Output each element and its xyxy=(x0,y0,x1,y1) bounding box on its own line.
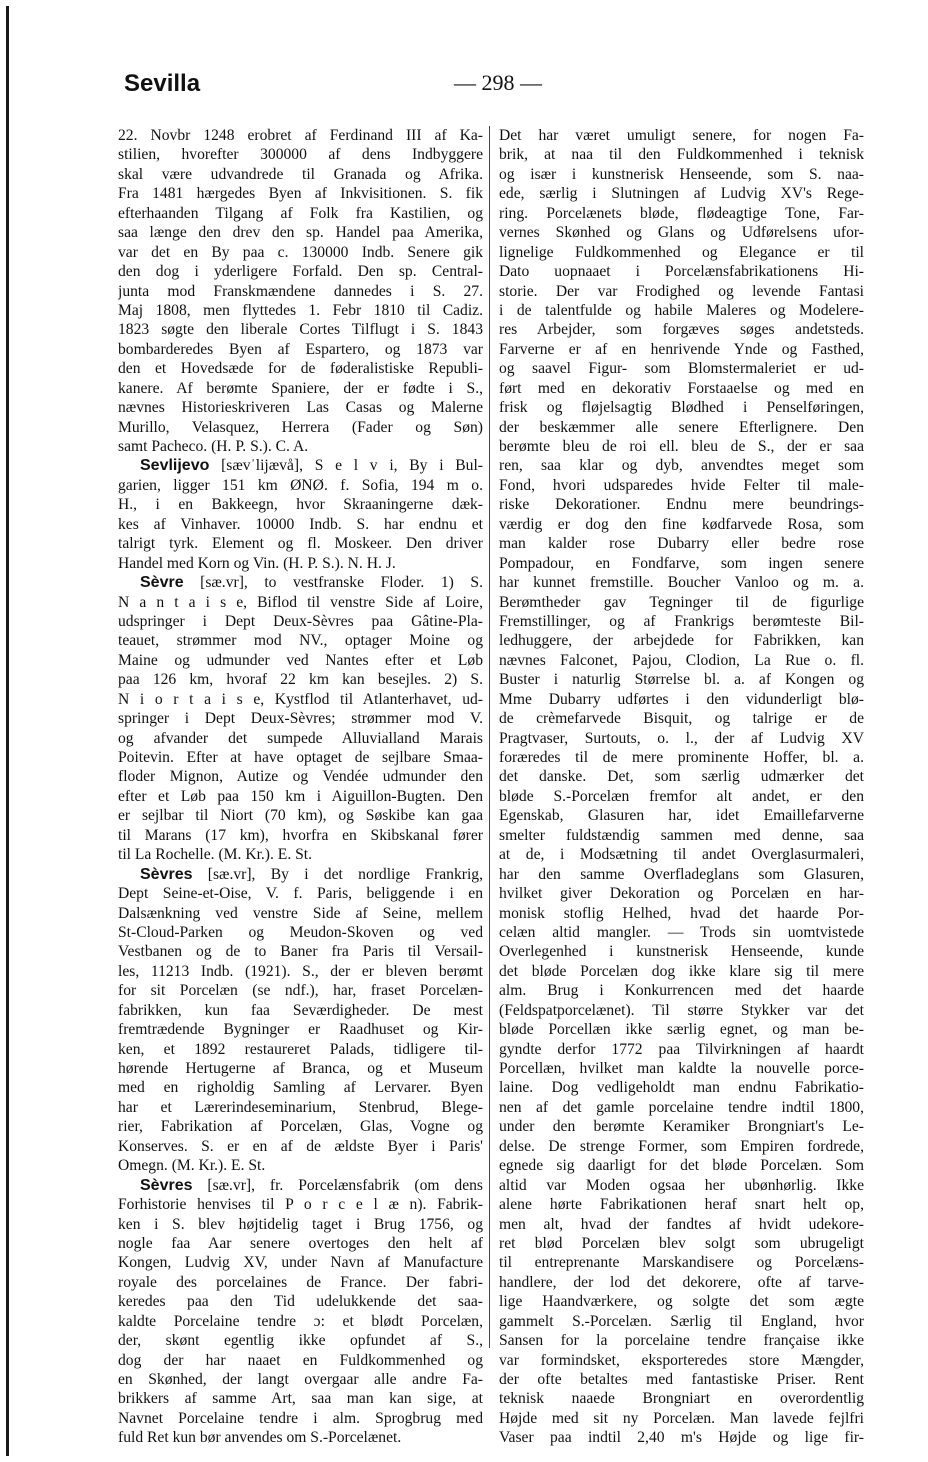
text-line: Pragtvaser, Surtouts, o. l., der af Ludvig XV xyxy=(499,729,864,747)
column-divider xyxy=(489,126,490,1348)
text-line: res Arbejder, som forgæves søges andetsteds. xyxy=(499,321,864,339)
running-title: Sevilla xyxy=(124,70,201,97)
text-line: efterhaanden Tilgang af Folk fra Kastilien, og xyxy=(118,204,483,222)
text-line: i de talentfulde og habile Maleres og Modelere- xyxy=(499,301,864,319)
text-line: Murillo, Velasquez, Herrera (Fader og Søn) xyxy=(118,418,483,436)
text-line: brikkers af samme Art, saa man kan sige, at xyxy=(118,1390,483,1408)
text-line: N a n t a i s e, Biflod til venstre Side af Loire, xyxy=(118,593,483,611)
text-line: Maj 1808, men flyttedes 1. Febr 1810 til Cadiz. xyxy=(118,301,483,319)
text-line: H., i en Bakkeegn, hvor Skraaningerne dæk- xyxy=(118,496,483,514)
text-line: hvilket giver Dekoration og Porcelæn en har- xyxy=(499,885,864,903)
text-line: til entreprenante Marskandisere og Porcelæns- xyxy=(499,1254,864,1272)
text-line: lige Haandværkere, og solgte det som ægte xyxy=(499,1293,864,1311)
text-line: delse. De strenge Former, som Empiren fordrede, xyxy=(499,1137,864,1155)
text-line: ken i S. blev højtidelig taget i Brug 1756, og xyxy=(118,1215,483,1233)
text-line: er sejlbar til Niort (70 km), og Søskibe kan gaa xyxy=(118,807,483,825)
entry-headword: Sèvres xyxy=(140,1176,193,1194)
scan-edge xyxy=(6,6,9,1456)
text-line: handlere, der lod det dekorere, ofte af tarve- xyxy=(499,1273,864,1291)
text-line: ret blød Porcelæn blev solgt som ubrugeligt xyxy=(499,1234,864,1252)
text-line: Fremstillinger, og af Frankrigs berømteste Bil- xyxy=(499,612,864,630)
text-line: floder Mignon, Autize og Vendée udmunder den xyxy=(118,768,483,786)
entry-headword: Sèvre xyxy=(140,574,184,592)
text-line: Navnet Porcelaine tendre i alm. Sprogbrug med xyxy=(118,1409,483,1427)
text-line: samt Pacheco. (H. P. S.). C. A. xyxy=(118,438,309,455)
text-line: paa 126 km, hvoraf 22 km kan besejles. 2) S. xyxy=(118,671,483,689)
text-line: storie. Der var Frodighed og levende Fantasi xyxy=(499,282,864,300)
text-line: Maine og udmunder ved Nantes efter et Løb xyxy=(118,651,483,669)
text-line: var det en By paa c. 130000 Indb. Senere gik xyxy=(118,243,483,261)
text-line: hørende Hertugerne af Branca, og et Museum xyxy=(118,1060,483,1077)
text-line: (Feldspatporcelænet). Til større Stykker var det xyxy=(499,1001,864,1019)
text-line: dog der har naaet en Fuldkommenhed og xyxy=(118,1351,483,1369)
text-line: 22. Novbr 1248 erobret af Ferdinand III af Ka- xyxy=(118,127,483,144)
text-line: kes af Vinhaver. 10000 Indb. S. har endnu et xyxy=(118,515,483,533)
text-line: man kalder rose Dubarry eller bedre rose xyxy=(499,535,864,553)
text-line: springer i Dept Deux-Sèvres; strømmer mod V. xyxy=(118,710,483,728)
text-line: værdig er dog den fine kødfarvede Rosa, som xyxy=(499,515,864,533)
text-line: Sèvre [sæ.vr], to vestfranske Floder. 1) S. xyxy=(140,574,483,592)
text-line: Forhistorie henvises til P o r c e l æ n). Fabrik- xyxy=(118,1196,483,1214)
text-line: ring. Porcelænets bløde, flødeagtige Tone, Far- xyxy=(499,204,864,222)
text-line: junta mod Franskmændene dannedes i S. 27. xyxy=(118,282,483,300)
text-line: at de, i Modsætning til andet Overglasurmaleri, xyxy=(499,846,864,864)
text-line: riske Dekorationer. Endnu mere beundrings- xyxy=(499,496,864,514)
text-line: frisk og fløjelsagtig Blødhed i Penselføringen, xyxy=(499,399,864,417)
text-line: Det har været umuligt senere, for nogen Fa- xyxy=(499,127,864,144)
text-line: har et Lærerindeseminarium, Stenbrud, Blege- xyxy=(118,1098,483,1116)
text-line: fremtrædende Bygninger er Raadhuset og Kir- xyxy=(118,1021,483,1039)
text-line: les, 11213 Indb. (1921). S., der er bleven berømt xyxy=(118,962,483,980)
entry-headword: Sevlijevo xyxy=(140,457,210,475)
text-line: ført med en dekorativ Forstaaelse og med en xyxy=(499,379,864,397)
text-line: har den samme Overfladeglans som Glasuren, xyxy=(499,865,864,883)
text-line: og især i kunstnerisk Henseende, som S. naa- xyxy=(499,165,864,183)
text-line: ede, særlig i Slutningen af Ludvig XV's Rege- xyxy=(499,185,864,203)
text-line: og afvander det sumpede Alluvialland Marais xyxy=(118,729,483,747)
text-line: efter et Løb paa 150 km i Aiguillon-Bugten. Den xyxy=(118,787,483,805)
text-line: men alt, hvad der fandtes af hvidt udekore- xyxy=(499,1215,864,1233)
text-line: bombarderedes Byen af Espartero, og 1873 var xyxy=(118,340,483,358)
text-line: fuld Ret kun bør anvendes om S.-Porcelænet. xyxy=(118,1429,402,1447)
text-line: Dato uopnaaet i Porcelænsfabrikationens Hi- xyxy=(499,263,864,281)
text-line: den et Hovedsæde for de føderalistiske Republi- xyxy=(118,360,483,378)
text-line: der ofte betaltes med fantastiske Priser. Rent xyxy=(499,1371,864,1388)
text-line: laine. Dog vedligeholdt man endnu Fabrikatio- xyxy=(499,1079,864,1097)
text-line: Dalsænkning ved venstre Side af Seine, mellem xyxy=(118,904,483,922)
text-line: under den berømte Keramiker Brongniart's Le- xyxy=(499,1118,864,1136)
text-line: talrigt tyrk. Element og fl. Moskeer. Den driver xyxy=(118,535,483,553)
text-line: fabrikken, kun faa Seværdigheder. De mest xyxy=(118,1001,483,1019)
text-line: en Skønhed, der langt overgaar alle andre Fa- xyxy=(118,1371,483,1388)
text-line: udspringer i Dept Deux-Sèvres paa Gâtine-Pla- xyxy=(118,612,483,630)
text-line: Dept Seine-et-Oise, V. f. Paris, beliggende i en xyxy=(118,885,483,903)
text-line: ren, saa klar og dyb, anvendtes meget som xyxy=(499,457,864,475)
text-line: nen af det gamle porcelaine tendre indtil 1800, xyxy=(499,1098,864,1116)
text-line: Kongen, Ludvig XV, under Navn af Manufacture xyxy=(118,1254,483,1272)
text-line: med en righoldig Samling af Lervarer. Byen xyxy=(118,1079,483,1097)
text-line: Sevlijevo [sævˈlijævå], S e l v i, By i Bul- xyxy=(140,457,483,475)
text-line: Overlegenhed i kunstnerisk Henseende, kunde xyxy=(499,943,864,961)
text-line: Berømtheder gav Tegninger til de figurlige xyxy=(499,593,864,611)
text-line: gyndte derfor 1772 paa Tilvirkningen af haardt xyxy=(499,1040,864,1058)
text-line: berømte bleu de roi ell. bleu de S., der er saa xyxy=(499,438,864,455)
text-line: stilien, hvorefter 300000 af dens Indbyggere xyxy=(118,146,483,164)
text-line: rier, Fabrikation af Porcelæn, Glas, Vogne og xyxy=(118,1118,483,1136)
text-line: Fond, hvori udsparedes hvide Felter til male- xyxy=(499,476,864,494)
text-line: kaldte Porcelaine tendre ɔ: et blødt Porcelæn, xyxy=(118,1312,483,1330)
text-line: foræredes til de mere prominente Hoffer, bl. a. xyxy=(499,749,864,766)
text-line: til Marans (17 km), hvorfra en Skibskanal fører xyxy=(118,826,483,844)
left-column xyxy=(118,126,483,1448)
text-line: Buster i naturlig Størrelse bl. a. af Kongen og xyxy=(499,671,864,689)
text-line: den dog i yderligere Forfald. Den sp. Central- xyxy=(118,263,483,281)
text-line: Vestbanen og de to Baner fra Paris til Versail- xyxy=(118,943,483,961)
text-line: kanere. Af berømte Spaniere, der er fødte i S., xyxy=(118,379,483,397)
text-line: teknisk naaede Brongniart en overordentlig xyxy=(499,1390,864,1408)
text-line: Sèvres [sæ.vr], By i det nordlige Frankrig, xyxy=(140,865,483,883)
text-line: gammelt S.-Porcelæn. Særlig til England, hvor xyxy=(499,1312,864,1330)
text-line: nævnes Falconet, Pajou, Clodion, La Rue o. fl. xyxy=(499,651,864,669)
text-line: var formindsket, eksporteredes store Mængder, xyxy=(499,1351,864,1369)
text-line: Sansen for la porcelaine tendre française ikke xyxy=(499,1332,864,1350)
text-line: Handel med Korn og Vin. (H. P. S.). N. H. J. xyxy=(118,554,396,572)
text-line: egnede sig daarligt for det bløde Porcelæn. Som xyxy=(499,1157,864,1175)
text-line: Højde med sit ny Porcelæn. Man lavede fejlfri xyxy=(499,1409,864,1427)
text-line: de crèmefarvede Bisquit, og talrige er de xyxy=(499,710,864,728)
text-line: der, skønt egentlig ikke opfundet af S., xyxy=(118,1332,483,1350)
text-line: for sit Porcelæn (se ndf.), har, fraset Porcelæn- xyxy=(118,982,483,1000)
text-line: Porcellæn, hvilket man kaldte la nouvelle porce- xyxy=(499,1060,864,1077)
text-line: garien, ligger 151 km ØNØ. f. Sofia, 194 m o. xyxy=(118,476,483,494)
text-line: N i o r t a i s e, Kystflod til Atlanterhavet, ud- xyxy=(118,690,483,708)
text-line: Poitevin. Efter at have optaget de sejlbare Smaa- xyxy=(118,749,483,766)
text-line: bløde S.-Porcelæn fremfor alt andet, er den xyxy=(499,787,864,805)
page-number: — 298 — xyxy=(454,70,542,95)
text-line: der beskæmmer alle senere Efterlignere. Den xyxy=(499,418,864,436)
text-line: Pompadour, en Fondfarve, som ingen senere xyxy=(499,554,864,572)
text-line: Sèvres [sæ.vr], fr. Porcelænsfabrik (om dens xyxy=(140,1176,483,1194)
text-line: 1823 søgte den liberale Cortes Tilflugt i S. 1843 xyxy=(118,321,483,339)
text-line: brik, at naa til den Fuldkommenhed i teknisk xyxy=(499,146,864,164)
text-line: Fra 1481 hærgedes Byen af Inkvisitionen. S. fik xyxy=(118,185,483,203)
text-line: til La Rochelle. (M. Kr.). E. St. xyxy=(118,846,313,864)
text-line: ken, et 1892 restaureret Palads, tidligere til- xyxy=(118,1040,483,1058)
text-line: Mme Dubarry udførtes i den vidunderligt blø- xyxy=(499,690,864,708)
text-line: ledhuggere, der arbejdede for Fabrikken, kan xyxy=(499,632,864,650)
text-line: alene hørte Fabrikationen heraf snart helt op, xyxy=(499,1196,864,1214)
text-line: Vaser paa indtil 2,40 m's Højde og lige fir- xyxy=(499,1429,864,1447)
text-line: royale des porcelaines de France. Der fabri- xyxy=(118,1273,483,1291)
text-line: det bløde Porcelæn dog ikke klare sig til mere xyxy=(499,962,864,980)
text-line: nogle faa Aar senere overtoges den helt af xyxy=(118,1234,483,1252)
text-line: og saavel Figur- som Blomstermaleriet er ud- xyxy=(499,360,864,378)
text-line: det danske. Det, som særlig udmærker det xyxy=(499,768,864,786)
text-line: smelter fuldstændig sammen med denne, saa xyxy=(499,826,864,844)
text-line: Omegn. (M. Kr.). E. St. xyxy=(118,1157,266,1175)
text-line: monisk stoflig Helhed, hvad det haarde Por- xyxy=(499,904,864,922)
page-header xyxy=(124,70,874,104)
text-line: har kunnet fremstille. Boucher Vanloo og m. a. xyxy=(499,574,864,592)
text-line: lignelige Fuldkommenhed og Elegance er til xyxy=(499,243,864,261)
text-line: nævnes Historieskriveren Las Casas og Malerne xyxy=(118,399,483,417)
text-line: altid var Moden ogsaa her ubønhørlig. Ikke xyxy=(499,1176,864,1194)
text-line: skal være udvandrede til Granada og Afrika. xyxy=(118,165,483,183)
text-line: bløde Porcellæn ikke særlig egnet, og man be- xyxy=(499,1021,864,1039)
text-line: Egenskab, Glasuren har, idet Emaillefarverne xyxy=(499,807,864,825)
text-line: celæn altid mangler. — Trods sin uomtvistede xyxy=(499,923,864,941)
text-line: vernes Skønhed og Glans og Udførelsens ufor- xyxy=(499,224,864,242)
text-line: Konserves. S. er en af de ældste Byer i Paris' xyxy=(118,1137,483,1155)
text-line: St-Cloud-Parken og Meudon-Skoven og ved xyxy=(118,923,483,941)
entry-headword: Sèvres xyxy=(140,865,193,883)
right-column xyxy=(499,126,864,1448)
text-line: teauet, strømmer mod NV., optager Moine og xyxy=(118,632,483,650)
text-line: saa længe den drev den sp. Handel paa Amerika, xyxy=(118,224,483,242)
text-line: Farverne er af en henrivende Ynde og Fasthed, xyxy=(499,340,864,358)
text-line: alm. Brug i Konkurrencen med det haarde xyxy=(499,982,864,1000)
text-line: keredes paa den Tid udelukkende det saa- xyxy=(118,1293,483,1311)
